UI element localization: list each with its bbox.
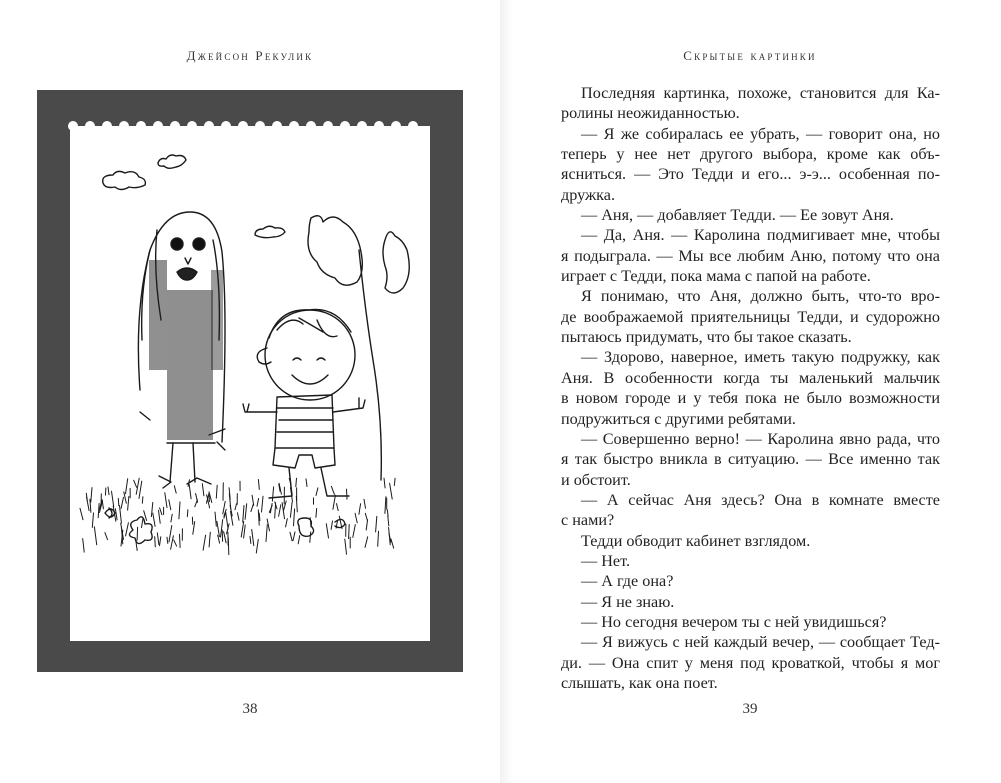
left-page <box>0 0 500 783</box>
grass-blade <box>180 534 181 547</box>
text-line: дружка. <box>561 185 616 204</box>
grass-blade <box>105 488 106 495</box>
page-number-right: 39 <box>742 701 758 717</box>
text-line: слышать, как она поет. <box>561 673 718 692</box>
text-line: я так быстро вникла в ситуацию. — Все именно так <box>561 450 940 469</box>
grass-blade <box>347 489 348 499</box>
grass-blade <box>142 497 143 503</box>
text-line: — Здорово, наверное, иметь такую подружку, как <box>581 348 940 367</box>
text-line: ролины неожиданностью. <box>561 104 740 123</box>
text-line: я подыграла. — Мы все любим Аню, потому что она <box>561 246 940 265</box>
text-line: — Нет. <box>581 551 631 570</box>
grass-blade <box>228 538 229 555</box>
grass-blade <box>187 510 188 517</box>
grass-blade <box>137 527 138 540</box>
text-line: подружиться с другими ребятами. <box>561 409 796 428</box>
grass-blade <box>155 537 156 547</box>
grass-blade <box>349 524 350 538</box>
text-line: пытаюсь придумать, что бы такое сказать. <box>561 328 852 347</box>
text-line: Я понимаю, что Аня, должно быть, что-то вро- <box>581 287 940 306</box>
text-line: Аня. В особенности когда ты маленький мальчик <box>561 368 940 387</box>
page-number-left: 38 <box>242 701 258 717</box>
running-head-author: Джейсон Рекулик <box>186 48 314 63</box>
right-page <box>500 0 1000 783</box>
text-line: — А где она? <box>581 572 674 591</box>
text-line: ди. — Она спит у меня под кроваткой, чтобы я мог <box>561 653 940 672</box>
text-line: с нами? <box>561 511 615 530</box>
text-line: де воображаемой приятельницы Тедди, и судорожно <box>561 307 940 326</box>
text-line: — А сейчас Аня здесь? Она в комнате вместе <box>581 490 940 509</box>
text-line: Тедди обводит кабинет взглядом. <box>581 531 811 550</box>
child-drawing-illustration <box>37 90 463 672</box>
illustration-frame <box>37 90 463 672</box>
text-line: — Да, Аня. — Каролина подмигивает мне, чтобы <box>581 226 940 245</box>
grass-blade <box>296 478 297 486</box>
text-line: и обстоит. <box>561 470 631 489</box>
text-line: — Я вижусь с ней каждый вечер, — сообщает Тед- <box>581 633 940 652</box>
text-line: играет с Тедди, пока мама с папой на работе. <box>561 267 871 286</box>
text-line: — Я же собиралась ее убрать, — говорит она, но <box>581 124 940 143</box>
text-line: теперь у нее нет другого выбора, кроме как объ- <box>561 145 940 164</box>
text-line: — Совершенно верно! — Каролина явно рада, что <box>581 429 940 448</box>
body-text <box>561 83 940 693</box>
text-line: — Я не знаю. <box>581 592 675 611</box>
text-line: — Аня, — добавляет Тедди. — Ее зовут Аня. <box>581 206 894 225</box>
text-line: Последняя картинка, похоже, становится для Ка- <box>581 84 940 102</box>
text-line: ясниться. — Это Тедди и его... э-э... особенная по- <box>561 165 940 184</box>
grass-blade <box>118 498 119 505</box>
running-head-title: Скрытые картинки <box>683 48 817 63</box>
text-line: — Но сегодня вечером ты с ней увидишься? <box>581 612 887 631</box>
text-line: в новом городе и у тебя пока не было возможности <box>561 389 940 408</box>
